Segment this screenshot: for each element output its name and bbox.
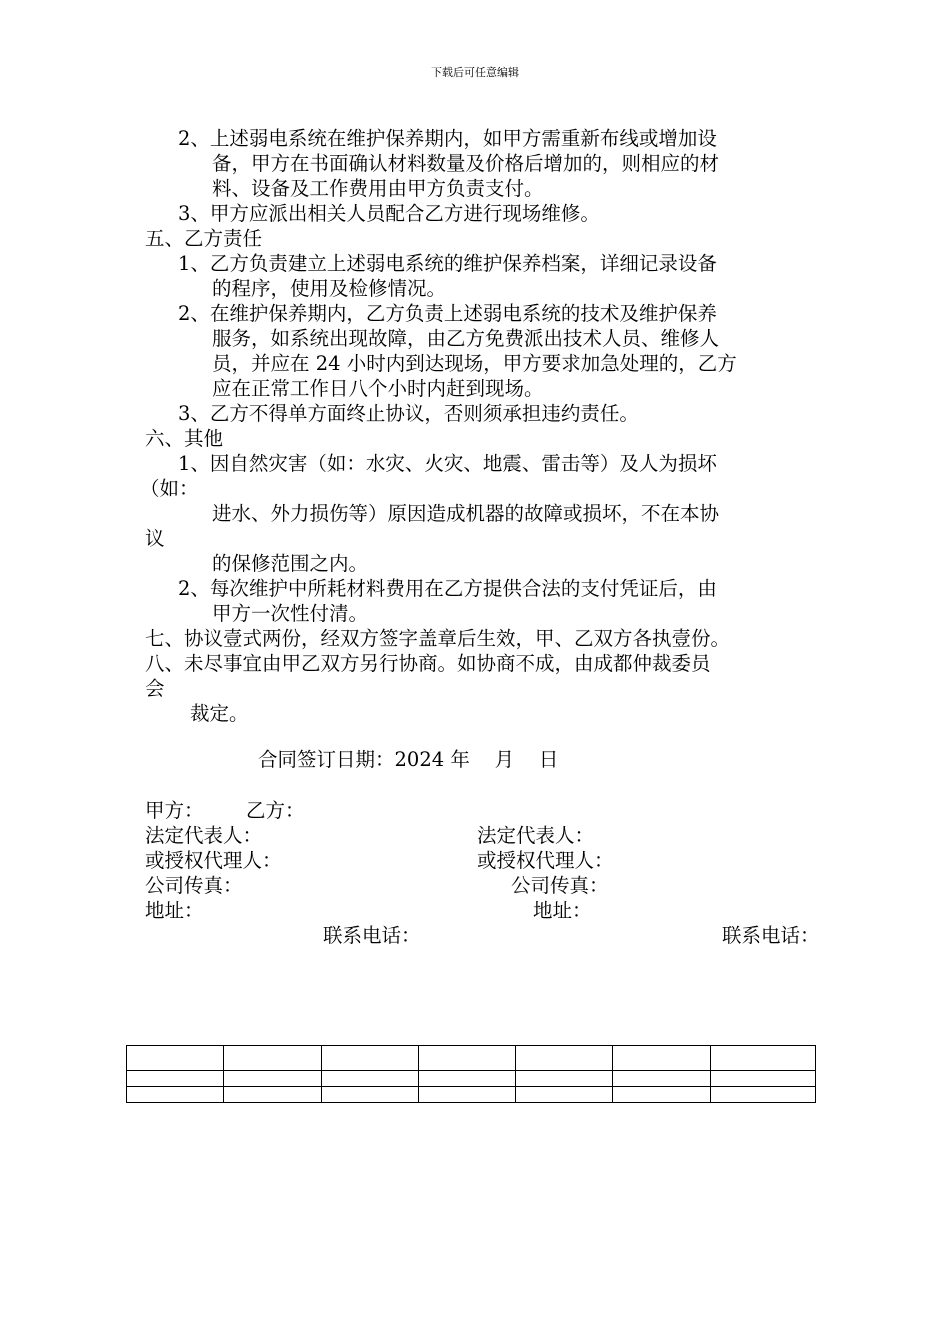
clause-4-2-line1: 2、上述弱电系统在维护保养期内，如甲方需重新布线或增加设 [178, 127, 717, 150]
table-row [127, 1087, 816, 1103]
empty-table [126, 1045, 816, 1103]
clause-5-2-line4: 应在正常工作日八个小时内赶到现场。 [212, 377, 544, 400]
page-header: 下载后可任意编辑 [431, 66, 519, 79]
party-a-fax: 公司传真： [145, 874, 243, 897]
table-cell [516, 1071, 613, 1087]
table-cell [710, 1087, 815, 1103]
clause-6-1-line1: 1、因自然灾害（如：水灾、火灾、地震、雷击等）及人为损坏 [178, 452, 717, 475]
clause-5-2-line2: 服务，如系统出现故障，由乙方免费派出技术人员、维修人 [212, 327, 720, 350]
party-a-address: 地址： [145, 899, 204, 922]
party-a-authorized-agent: 或授权代理人： [145, 849, 282, 872]
table-cell [127, 1046, 224, 1071]
party-a-phone: 联系电话： [323, 924, 421, 947]
table-cell [613, 1087, 710, 1103]
table-cell [516, 1087, 613, 1103]
clause-6-1-line5: 的保修范围之内。 [212, 552, 369, 575]
party-a-label: 甲方： [145, 799, 204, 822]
party-a-legal-rep: 法定代表人： [145, 824, 263, 847]
clause-5-1-line2: 的程序，使用及检修情况。 [212, 277, 447, 300]
table-cell [321, 1071, 418, 1087]
table-cell [516, 1046, 613, 1071]
table-cell [710, 1071, 815, 1087]
table-cell [418, 1087, 515, 1103]
party-b-authorized-agent: 或授权代理人： [477, 849, 614, 872]
table-cell [224, 1087, 321, 1103]
section-8-line1: 八、未尽事宜由甲乙双方另行协商。如协商不成，由成都仲裁委员 [145, 652, 711, 675]
clause-5-2-line1: 2、在维护保养期内，乙方负责上述弱电系统的技术及维护保养 [178, 302, 717, 325]
section-8-line3: 裁定。 [190, 702, 249, 725]
clause-6-1-line4: 议 [145, 527, 165, 550]
table-cell [224, 1071, 321, 1087]
section-7: 七、协议壹式两份，经双方签字盖章后生效，甲、乙双方各执壹份。 [145, 627, 731, 650]
party-b-label: 乙方： [246, 799, 305, 822]
table-cell [710, 1046, 815, 1071]
clause-6-1-line3: 进水、外力损伤等）原因造成机器的故障或损坏，不在本协 [212, 502, 720, 525]
section-6-heading: 六、其他 [145, 427, 224, 450]
clause-4-3: 3、甲方应派出相关人员配合乙方进行现场维修。 [178, 202, 600, 225]
signing-date: 合同签订日期：2024 年 月 日 [258, 748, 559, 771]
party-b-address: 地址： [533, 899, 592, 922]
table-cell [321, 1087, 418, 1103]
clause-4-2-line2: 备，甲方在书面确认材料数量及价格后增加的，则相应的材 [212, 152, 720, 175]
table-cell [224, 1046, 321, 1071]
table-cell [418, 1071, 515, 1087]
table-cell [613, 1046, 710, 1071]
table-cell [418, 1046, 515, 1071]
party-b-phone: 联系电话： [722, 924, 820, 947]
table-row [127, 1046, 816, 1071]
table-cell [127, 1087, 224, 1103]
clause-5-3: 3、乙方不得单方面终止协议，否则须承担违约责任。 [178, 402, 639, 425]
party-b-legal-rep: 法定代表人： [477, 824, 595, 847]
clause-6-2-line1: 2、每次维护中所耗材料费用在乙方提供合法的支付凭证后，由 [178, 577, 717, 600]
section-5-heading: 五、乙方责任 [145, 227, 263, 250]
section-8-line2: 会 [145, 677, 165, 700]
table-row [127, 1071, 816, 1087]
clause-5-2-line3: 员，并应在 24 小时内到达现场，甲方要求加急处理的，乙方 [212, 352, 737, 375]
table-cell [127, 1071, 224, 1087]
clause-4-2-line3: 料、设备及工作费用由甲方负责支付。 [212, 177, 544, 200]
party-b-fax: 公司传真： [511, 874, 609, 897]
clause-6-1-line2: （如： [140, 477, 199, 500]
table-cell [321, 1046, 418, 1071]
clause-6-2-line2: 甲方一次性付清。 [212, 602, 369, 625]
clause-5-1-line1: 1、乙方负责建立上述弱电系统的维护保养档案，详细记录设备 [178, 252, 717, 275]
table-cell [613, 1071, 710, 1087]
